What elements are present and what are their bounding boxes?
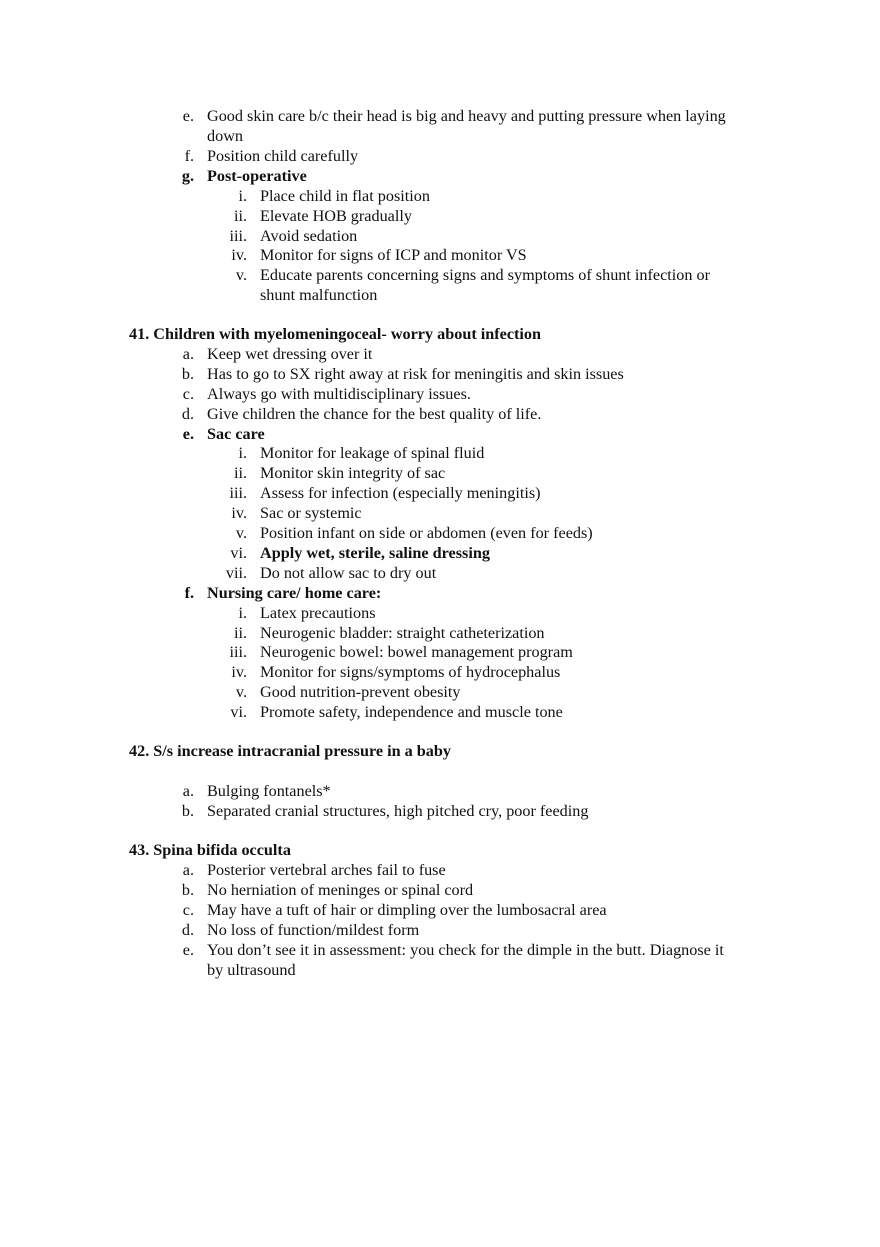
- sublist-marker: i.: [238, 187, 247, 205]
- sublist-item-text: Position infant on side or abdomen (even for feeds): [260, 524, 593, 542]
- list-marker: c.: [182, 901, 194, 919]
- sublist-marker: ii.: [233, 624, 247, 642]
- list-marker: g.: [181, 167, 194, 185]
- sublist-marker: v.: [235, 524, 247, 542]
- sublist-item-text: Place child in flat position: [260, 187, 430, 205]
- list-marker: b.: [181, 802, 194, 820]
- list-item-text-continuation: by ultrasound: [207, 961, 296, 979]
- list-item-text: Keep wet dressing over it: [207, 345, 373, 363]
- sublist-marker: ii.: [233, 464, 247, 482]
- list-marker: d.: [181, 405, 194, 423]
- list-marker: a.: [182, 345, 194, 363]
- sublist-item-text: Sac or systemic: [260, 504, 362, 522]
- sublist-marker: iii.: [229, 643, 247, 661]
- sublist-marker: v.: [235, 683, 247, 701]
- list-marker: e.: [182, 425, 194, 443]
- list-marker: e.: [182, 941, 194, 959]
- list-item-text: Give children the chance for the best quality of life.: [207, 405, 542, 423]
- sublist-marker: ii.: [233, 207, 247, 225]
- list-marker: e.: [182, 107, 194, 125]
- sublist-marker: iv.: [231, 504, 247, 522]
- list-item-text: Separated cranial structures, high pitched cry, poor feeding: [207, 802, 589, 820]
- subheading-post-operative: Post-operative: [207, 167, 307, 185]
- sublist-marker: vi.: [230, 703, 247, 721]
- sublist-marker: i.: [238, 604, 247, 622]
- list-item-text-continuation: down: [207, 127, 243, 145]
- subheading-nursing-care: Nursing care/ home care:: [207, 584, 382, 602]
- sublist-item-text: Monitor skin integrity of sac: [260, 464, 446, 482]
- list-marker: c.: [182, 385, 194, 403]
- sublist-marker: iii.: [229, 484, 247, 502]
- list-marker: f.: [184, 584, 194, 602]
- sublist-marker: v.: [235, 266, 247, 284]
- list-item-text: No herniation of meninges or spinal cord: [207, 881, 474, 899]
- section-heading-42: 42. S/s increase intracranial pressure in a baby: [129, 742, 451, 760]
- list-marker: a.: [182, 782, 194, 800]
- sublist-item-text: Educate parents concerning signs and symptoms of shunt infection or: [260, 266, 711, 284]
- sublist-item-text: Monitor for leakage of spinal fluid: [260, 444, 485, 462]
- section-heading-43: 43. Spina bifida occulta: [129, 841, 291, 859]
- sublist-item-text: Monitor for signs/symptoms of hydrocephalus: [260, 663, 561, 681]
- sublist-marker: iv.: [231, 246, 247, 264]
- list-item-text: Bulging fontanels*: [207, 782, 331, 800]
- list-marker: b.: [181, 365, 194, 383]
- sublist-marker: iii.: [229, 227, 247, 245]
- sublist-item-text: Promote safety, independence and muscle tone: [260, 703, 563, 721]
- list-item-text: May have a tuft of hair or dimpling over the lumbosacral area: [207, 901, 607, 919]
- sublist-item-text: Apply wet, sterile, saline dressing: [260, 544, 490, 562]
- list-item-text: Position child carefully: [207, 147, 359, 165]
- sublist-marker: i.: [238, 444, 247, 462]
- sublist-item-text: Assess for infection (especially meningitis): [260, 484, 541, 502]
- list-item-text: Always go with multidisciplinary issues.: [207, 385, 471, 403]
- sublist-item-text: Neurogenic bladder: straight catheterization: [260, 624, 545, 642]
- list-item-text: Posterior vertebral arches fail to fuse: [207, 861, 446, 879]
- list-marker: f.: [184, 147, 194, 165]
- list-item-text: Has to go to SX right away at risk for meningitis and skin issues: [207, 365, 624, 383]
- sublist-item-text: Elevate HOB gradually: [260, 207, 412, 225]
- list-item-text: Good skin care b/c their head is big and heavy and putting pressure when laying: [207, 107, 726, 125]
- sublist-item-text: Monitor for signs of ICP and monitor VS: [260, 246, 527, 264]
- list-marker: a.: [182, 861, 194, 879]
- subheading-sac-care: Sac care: [207, 425, 265, 443]
- sublist-item-text-continuation: shunt malfunction: [260, 286, 378, 304]
- sublist-item-text: Good nutrition-prevent obesity: [260, 683, 461, 701]
- sublist-marker: vii.: [225, 564, 247, 582]
- sublist-item-text: Neurogenic bowel: bowel management program: [260, 643, 573, 661]
- list-item-text: You don’t see it in assessment: you check for the dimple in the butt. Diagnose it: [207, 941, 724, 959]
- sublist-marker: iv.: [231, 663, 247, 681]
- list-marker: b.: [181, 881, 194, 899]
- sublist-item-text: Avoid sedation: [260, 227, 358, 245]
- list-item-text: No loss of function/mildest form: [207, 921, 420, 939]
- sublist-marker: vi.: [230, 544, 247, 562]
- sublist-item-text: Latex precautions: [260, 604, 376, 622]
- sublist-item-text: Do not allow sac to dry out: [260, 564, 437, 582]
- list-marker: d.: [181, 921, 194, 939]
- section-heading-41: 41. Children with myelomeningoceal- worry about infection: [129, 325, 542, 343]
